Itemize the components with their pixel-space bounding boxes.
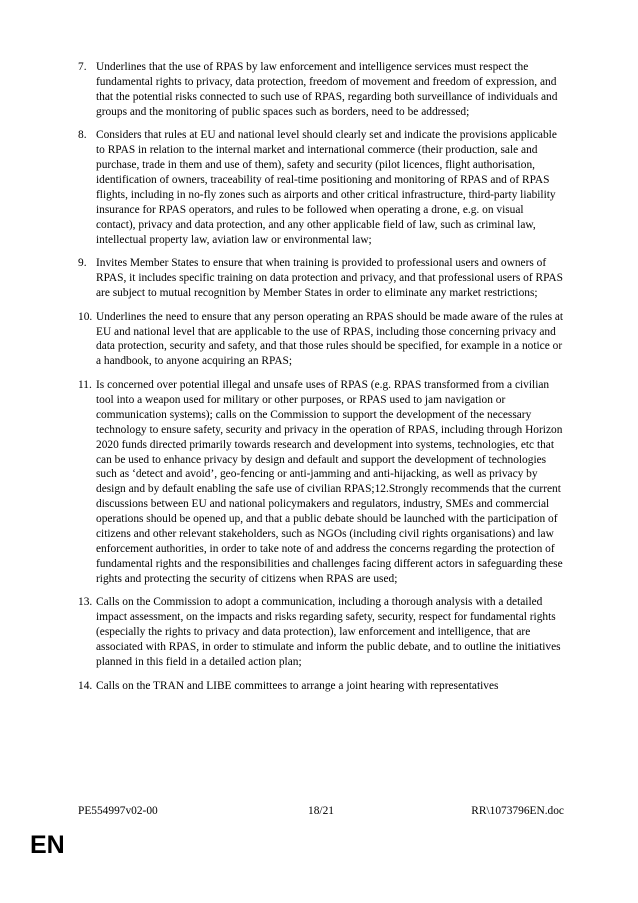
paragraph-number: 14. [78,679,93,692]
paragraph-list [78,60,564,702]
language-tag: EN [30,831,65,859]
paragraph-text: Underlines that the use of RPAS by law enforcement and intelligence services must respect the fundamental rights to privacy, data protection, freedom of movement and freedom of expression, and that the potential risks connected to such use of RPAS, regarding both surveillance of individuals and groups and the monitoring of public spaces such as borders, need to be addressed; [96,61,558,118]
paragraph-text: Underlines the need to ensure that any person operating an RPAS should be made aware of the rules at EU and national level that are applicable to the use of RPAS, including those concerning privacy and data protection, security and safety, and that those rules should be specified, for example in a notice or a handbook, to anyone acquiring an RPAS; [96,310,564,368]
paragraph-number: 7. [78,61,87,73]
paragraph-text: Invites Member States to ensure that when training is provided to professional users and owners of RPAS, it includes specific training on data protection and privacy, and that professional users of RPAS are subject to mutual recognition by Member States in order to eliminate any market restrictions; [96,257,563,300]
paragraph-8 [78,128,564,247]
paragraph-text: Calls on the Commission to adopt a communication, including a thorough analysis with a detailed impact assessment, on the impacts and risks regarding safety, security, respect for fundamental rights (especially the rights to privacy and data protection), law enforcement and intelligence, that are associated with RPAS, in order to stimulate and inform the public debate, and to outline the initiatives planned in this field in a detailed action plan; [96,596,561,668]
page-number: 18/21 [308,805,334,817]
paragraph-11 [78,378,564,587]
paragraph-number: 9. [78,257,87,270]
document-reference: PE554997v02-00 [78,805,158,817]
paragraph-9 [78,256,564,301]
paragraph-text: Is concerned over potential illegal and unsafe uses of RPAS (e.g. RPAS transformed from a civilian tool into a weapon used for military or other purposes, or RPAS used to jam navigation or communication systems); calls on the Commission to support the development of the necessary technology to ensure safety, security and privacy in the operation of RPAS, including through Horizon 2020 funds directed primarily towards research and development into systems, technologies, etc that can be used to enhance privacy by design and default and support the development of technologies such as ‘detect and avoid’, geo-fencing or anti-jamming and anti-hijacking, as well as privacy by design and by default enabling the safe use of civilian RPAS;12.Strongly recommends that the current discussions between EU and national policymakers and regulators, industry, SMEs and commercial operations should be opened up, and that a public debate should be launched with the participation of citizens and other relevant stakeholders, such as NGOs (including civil rights organisations) and law enforcement authorities, in order to take note of and address the concerns regarding the protection of fundamental rights and the responsibilities and challenges facing different actors in safeguarding these rights and protecting the security of citizens when RPAS are used; [96,378,563,585]
paragraph-number: 13. [78,596,93,609]
paragraph-text: Considers that rules at EU and national level should clearly set and indicate the provisions applicable to RPAS in relation to the internal market and international commerce (their production, sale and purchase, trade in them and use of them), safety and security (pilot licences, flight authorisation, identification of owners, traceability of real-time positioning and monitoring of RPAS and of RPAS flights, including in no-fly zones such as airports and other critical infrastructure, third-party liability insurance for RPAS operators, and rules to be followed when operating a drone, e.g. on visual contact), privacy and data protection, and any other applicable field of law, such as criminal law, intellectual property law, aviation law or environmental law; [96,129,557,246]
paragraph-number: 11. [78,378,92,391]
paragraph-14 [78,679,564,694]
page-footer [78,804,564,820]
paragraph-text: Calls on the TRAN and LIBE committees to arrange a joint hearing with representatives [96,679,499,692]
paragraph-number: 8. [78,129,87,142]
paragraph-10 [78,310,564,370]
file-name: RR\1073796EN.doc [471,805,564,817]
paragraph-7 [78,60,564,120]
paragraph-number: 10. [78,310,93,323]
paragraph-13 [78,595,564,670]
